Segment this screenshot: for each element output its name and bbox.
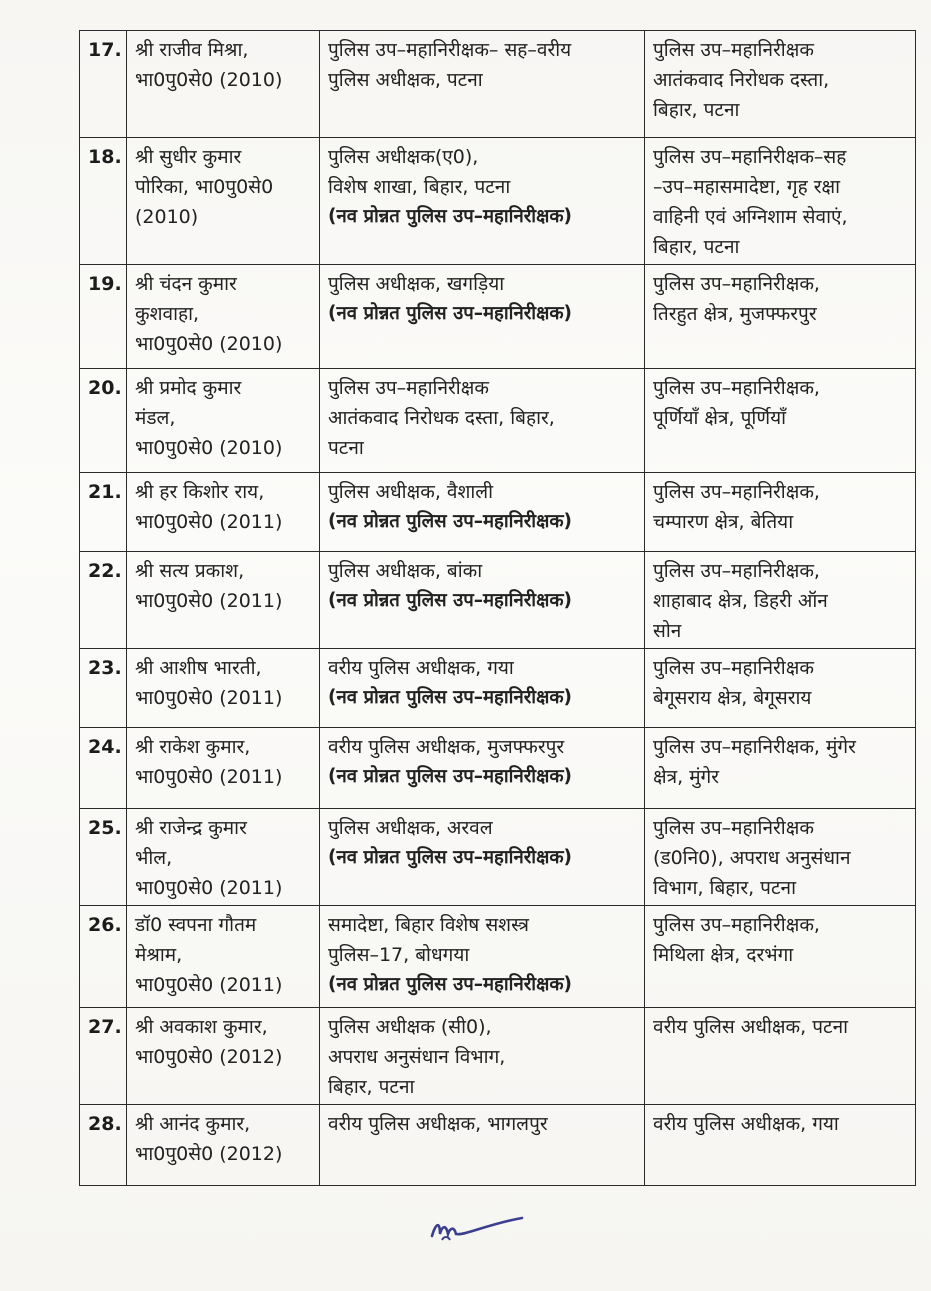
signature-mark (428, 1210, 528, 1250)
transfer-posting-table (79, 30, 916, 1186)
current-posting-cell (320, 473, 645, 552)
new-posting-cell-line: मिथिला क्षेत्र, दरभंगा (653, 944, 794, 966)
promotion-note: (नव प्रोन्नत पुलिस उप–महानिरीक्षक) (328, 766, 573, 787)
promotion-note: (नव प्रोन्नत पुलिस उप–महानिरीक्षक) (328, 847, 573, 868)
officer-name-cell-line: कुशवाहा, (135, 303, 200, 325)
table-row (80, 809, 916, 906)
officer-name-cell-line: भा0पु0से0 (2011) (135, 511, 283, 533)
new-posting-cell-line: सोन (653, 620, 682, 642)
officer-name-cell (127, 265, 320, 369)
current-posting-cell-line: आतंकवाद निरोधक दस्ता, बिहार, (328, 407, 555, 429)
officer-name-cell (127, 809, 320, 906)
new-posting-cell-line: विभाग, बिहार, पटना (653, 877, 797, 899)
serial-number: 21. (80, 473, 127, 552)
current-posting-cell-line: वरीय पुलिस अधीक्षक, भागलपुर (328, 1113, 548, 1135)
officer-name-cell-line: श्री हर किशोर राय, (135, 481, 265, 503)
new-posting-cell-line: पुलिस उप–महानिरीक्षक, (653, 481, 820, 503)
officer-name-cell-line: श्री राजीव मिश्रा, (135, 39, 249, 61)
new-posting-cell (645, 138, 916, 265)
current-posting-cell (320, 552, 645, 649)
officer-name-cell-line: भा0पु0से0 (2010) (135, 333, 283, 355)
serial-number: 22. (80, 552, 127, 649)
current-posting-cell-line: पुलिस अधीक्षक, अरवल (328, 817, 493, 839)
current-posting-cell-line: पुलिस अधीक्षक, खगड़िया (328, 273, 505, 295)
serial-number: 26. (80, 906, 127, 1008)
officer-name-cell (127, 728, 320, 809)
new-posting-cell (645, 31, 916, 138)
officer-name-cell (127, 369, 320, 473)
current-posting-cell (320, 728, 645, 809)
officer-name-cell (127, 473, 320, 552)
promotion-note: (नव प्रोन्नत पुलिस उप–महानिरीक्षक) (328, 590, 573, 611)
officer-name-cell-line: भा0पु0से0 (2012) (135, 1046, 283, 1068)
new-posting-cell-line: पुलिस उप–महानिरीक्षक (653, 817, 814, 839)
officer-name-cell-line: डॉ0 स्वपना गौतम (135, 914, 257, 936)
current-posting-cell-line: पटना (328, 437, 364, 459)
current-posting-cell-line: पुलिस अधीक्षक, बांका (328, 560, 483, 582)
new-posting-cell-line: आतंकवाद निरोधक दस्ता, (653, 69, 830, 91)
new-posting-cell-line: वाहिनी एवं अग्निशाम सेवाएं, (653, 206, 848, 228)
current-posting-cell (320, 369, 645, 473)
officer-name-cell (127, 31, 320, 138)
new-posting-cell-line: (ड0नि0), अपराध अनुसंधान (653, 847, 851, 869)
current-posting-cell (320, 809, 645, 906)
new-posting-cell-line: पुलिस उप–महानिरीक्षक (653, 657, 814, 679)
table-row (80, 265, 916, 369)
table-row (80, 369, 916, 473)
current-posting-cell-line: पुलिस अधीक्षक, पटना (328, 69, 483, 91)
current-posting-cell (320, 265, 645, 369)
serial-number: 20. (80, 369, 127, 473)
officer-name-cell (127, 906, 320, 1008)
table-row (80, 728, 916, 809)
officer-name-cell-line: श्री सुधीर कुमार (135, 146, 242, 168)
table-row (80, 1105, 916, 1186)
new-posting-cell (645, 1008, 916, 1105)
new-posting-cell-line: पुलिस उप–महानिरीक्षक, (653, 560, 820, 582)
table-body (80, 31, 916, 1186)
officer-name-cell-line: भील, (135, 847, 173, 869)
new-posting-cell (645, 473, 916, 552)
current-posting-cell (320, 906, 645, 1008)
serial-number: 28. (80, 1105, 127, 1186)
new-posting-cell-line: पुलिस उप–महानिरीक्षक, मुंगेर (653, 736, 856, 758)
serial-number: 24. (80, 728, 127, 809)
officer-name-cell-line: (2010) (135, 206, 199, 228)
new-posting-cell (645, 649, 916, 728)
serial-number: 25. (80, 809, 127, 906)
serial-number: 27. (80, 1008, 127, 1105)
officer-name-cell-line: श्री प्रमोद कुमार (135, 377, 242, 399)
officer-name-cell-line: भा0पु0से0 (2011) (135, 590, 283, 612)
table-row (80, 138, 916, 265)
new-posting-cell-line: बेगूसराय क्षेत्र, बेगूसराय (653, 687, 812, 709)
officer-name-cell-line: श्री राकेश कुमार, (135, 736, 251, 758)
officer-name-cell-line: भा0पु0से0 (2011) (135, 974, 283, 996)
new-posting-cell (645, 265, 916, 369)
current-posting-cell (320, 138, 645, 265)
new-posting-cell (645, 552, 916, 649)
current-posting-cell-line: वरीय पुलिस अधीक्षक, गया (328, 657, 514, 679)
new-posting-cell-line: पुलिस उप–महानिरीक्षक, (653, 914, 820, 936)
officer-name-cell (127, 649, 320, 728)
serial-number: 17. (80, 31, 127, 138)
current-posting-cell-line: अपराध अनुसंधान विभाग, (328, 1046, 506, 1068)
new-posting-cell-line: –उप–महासमादेष्टा, गृह रक्षा (653, 176, 841, 198)
current-posting-cell-line: विशेष शाखा, बिहार, पटना (328, 176, 511, 198)
officer-name-cell (127, 1105, 320, 1186)
officer-name-cell (127, 138, 320, 265)
table-row (80, 552, 916, 649)
current-posting-cell-line: पुलिस उप–महानिरीक्षक– सह–वरीय (328, 39, 572, 61)
officer-name-cell-line: श्री राजेन्द्र कुमार (135, 817, 247, 839)
new-posting-cell-line: पुलिस उप–महानिरीक्षक, (653, 273, 820, 295)
officer-name-cell-line: भा0पु0से0 (2010) (135, 437, 283, 459)
promotion-note: (नव प्रोन्नत पुलिस उप–महानिरीक्षक) (328, 303, 573, 324)
new-posting-cell (645, 809, 916, 906)
officer-name-cell-line: भा0पु0से0 (2011) (135, 766, 283, 788)
serial-number: 19. (80, 265, 127, 369)
table-row (80, 1008, 916, 1105)
current-posting-cell-line: वरीय पुलिस अधीक्षक, मुजफ्फरपुर (328, 736, 565, 758)
current-posting-cell (320, 31, 645, 138)
officer-name-cell-line: मंडल, (135, 407, 176, 429)
new-posting-cell (645, 1105, 916, 1186)
new-posting-cell-line: शाहाबाद क्षेत्र, डिहरी ऑन (653, 590, 828, 612)
current-posting-cell-line: समादेष्टा, बिहार विशेष सशस्त्र (328, 914, 529, 936)
new-posting-cell-line: क्षेत्र, मुंगेर (653, 766, 720, 788)
current-posting-cell-line: पुलिस उप–महानिरीक्षक (328, 377, 489, 399)
officer-name-cell-line: श्री आशीष भारती, (135, 657, 262, 679)
officer-name-cell-line: भा0पु0से0 (2011) (135, 877, 283, 899)
officer-name-cell (127, 1008, 320, 1105)
new-posting-cell-line: चम्पारण क्षेत्र, बेतिया (653, 511, 794, 533)
new-posting-cell-line: बिहार, पटना (653, 99, 740, 121)
officer-name-cell-line: पोरिका, भा0पु0से0 (135, 176, 274, 198)
table-row (80, 906, 916, 1008)
promotion-note: (नव प्रोन्नत पुलिस उप–महानिरीक्षक) (328, 974, 573, 995)
promotion-note: (नव प्रोन्नत पुलिस उप–महानिरीक्षक) (328, 511, 573, 532)
new-posting-cell-line: वरीय पुलिस अधीक्षक, गया (653, 1113, 839, 1135)
promotion-note: (नव प्रोन्नत पुलिस उप–महानिरीक्षक) (328, 687, 573, 708)
new-posting-cell-line: बिहार, पटना (653, 236, 740, 258)
current-posting-cell-line: पुलिस–17, बोधगया (328, 944, 470, 966)
officer-name-cell-line: श्री आनंद कुमार, (135, 1113, 251, 1135)
current-posting-cell (320, 1105, 645, 1186)
officer-name-cell-line: भा0पु0से0 (2010) (135, 69, 283, 91)
promotion-note: (नव प्रोन्नत पुलिस उप–महानिरीक्षक) (328, 206, 573, 227)
new-posting-cell (645, 906, 916, 1008)
table-row (80, 649, 916, 728)
table-row (80, 473, 916, 552)
new-posting-cell (645, 369, 916, 473)
new-posting-cell-line: पुलिस उप–महानिरीक्षक, (653, 377, 820, 399)
officer-name-cell-line: भा0पु0से0 (2011) (135, 687, 283, 709)
officer-name-cell-line: श्री सत्य प्रकाश, (135, 560, 245, 582)
officer-name-cell-line: श्री चंदन कुमार (135, 273, 237, 295)
serial-number: 18. (80, 138, 127, 265)
current-posting-cell (320, 649, 645, 728)
new-posting-cell-line: तिरहुत क्षेत्र, मुजफ्फरपुर (653, 303, 817, 325)
new-posting-cell-line: पूर्णियाँ क्षेत्र, पूर्णियाँ (653, 407, 787, 429)
serial-number: 23. (80, 649, 127, 728)
current-posting-cell-line: बिहार, पटना (328, 1076, 415, 1098)
new-posting-cell (645, 728, 916, 809)
officer-name-cell (127, 552, 320, 649)
new-posting-cell-line: पुलिस उप–महानिरीक्षक–सह (653, 146, 847, 168)
officer-name-cell-line: मेश्राम, (135, 944, 183, 966)
table-row (80, 31, 916, 138)
officer-name-cell-line: भा0पु0से0 (2012) (135, 1143, 283, 1165)
new-posting-cell-line: वरीय पुलिस अधीक्षक, पटना (653, 1016, 849, 1038)
current-posting-cell-line: पुलिस अधीक्षक(ए0), (328, 146, 479, 168)
officer-name-cell-line: श्री अवकाश कुमार, (135, 1016, 268, 1038)
current-posting-cell-line: पुलिस अधीक्षक, वैशाली (328, 481, 494, 503)
new-posting-cell-line: पुलिस उप–महानिरीक्षक (653, 39, 814, 61)
current-posting-cell-line: पुलिस अधीक्षक (सी0), (328, 1016, 492, 1038)
current-posting-cell (320, 1008, 645, 1105)
